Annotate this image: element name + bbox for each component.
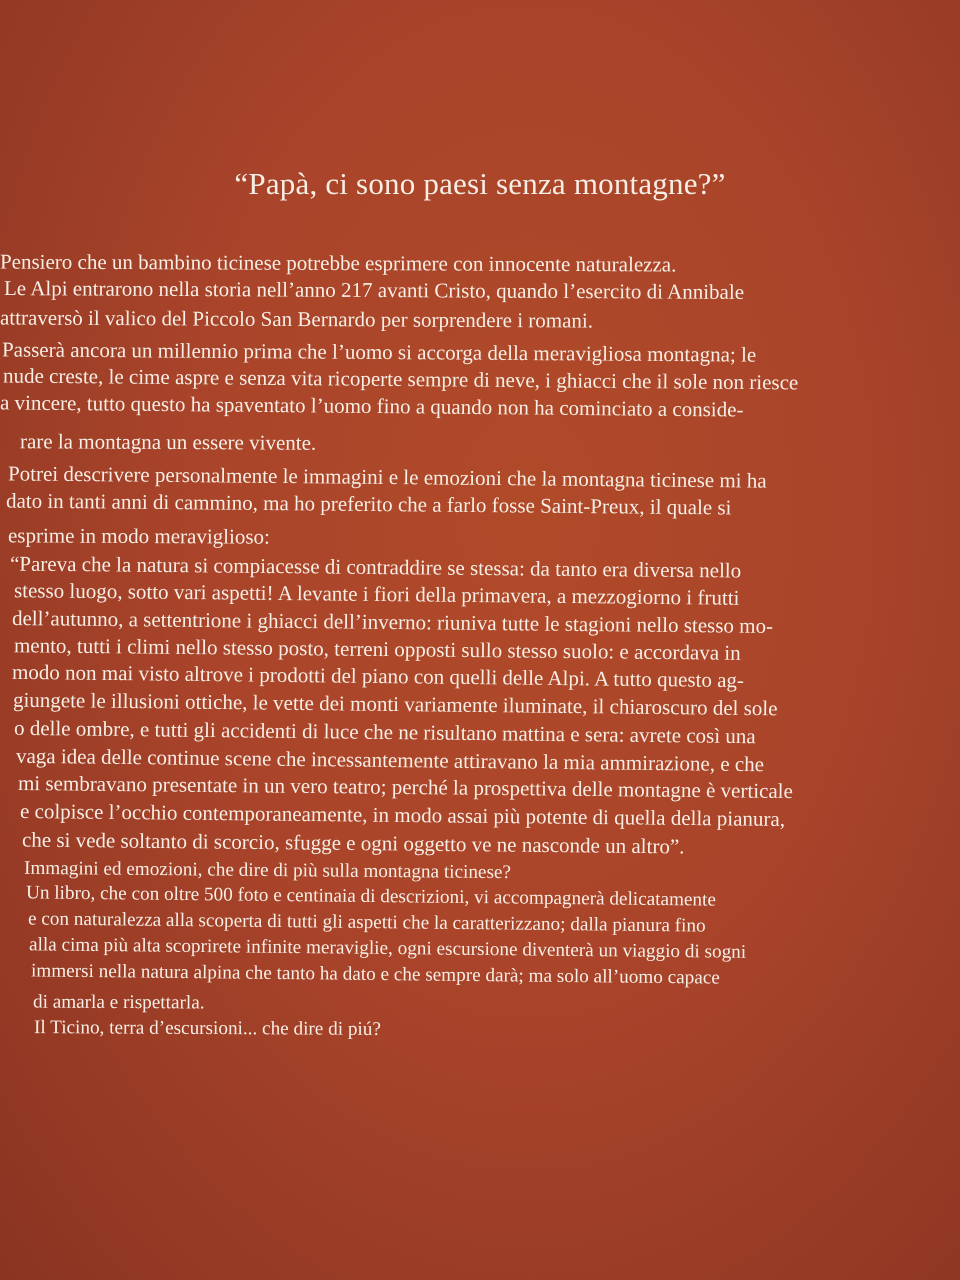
text-line: stesso luogo, sotto vari aspetti! A levante i fiori della primavera, a mezzogiorno i frutti [13, 578, 740, 610]
text-line: Il Ticino, terra d’escursioni... che dire di piú? [33, 1017, 381, 1040]
text-line: Potrei descrivere personalmente le immagini e le emozioni che la montagna ticinese mi ha [7, 461, 767, 493]
text-line: modo non mai visto altrove i prodotti del piano con quelli delle Alpi. A tutto questo ag- [11, 659, 745, 693]
text-line: mento, tutti i climi nello stesso posto, terreni opposti sullo stesso suolo: e accordava in [13, 633, 741, 665]
text-line: a vincere, tutto questo ha spaventato l’uomo fino a quando non ha cominciato a conside- [0, 390, 744, 422]
text-line: Un libro, che con oltre 500 foto e centinaia di descrizioni, vi accompagnerà delicatamente [25, 882, 717, 911]
text-line: Le Alpi entrarono nella storia nell’anno 217 avanti Cristo, quando l’esercito di Annibale [3, 276, 745, 304]
text-line: dato in tanti anni di cammino, ma ho preferito che a farlo fosse Saint-Preux, il quale si [5, 488, 732, 520]
text-line: Immagini ed emozioni, che dire di più sulla montagna ticinese? [23, 857, 512, 884]
page-title: “Papà, ci sono paesi senza montagne?” [234, 166, 726, 201]
text-line: Passerà ancora un millennio prima che l’uomo si accorga della meravigliosa montagna; le [1, 337, 757, 367]
text-line: mi sembravano presentate in un vero teatro; perché la prospettiva delle montagne è verticale [17, 770, 794, 804]
text-line: esprime in modo meraviglioso: [7, 523, 270, 549]
text-line: immersi nella natura alpina che tanto ha dato e che sempre darà; ma solo all’uomo capace [30, 960, 720, 989]
text-line: di amarla e rispettarla. [32, 991, 205, 1014]
text-line: attraversò il valico del Piccolo San Bernardo per sorprendere i romani. [0, 305, 594, 333]
text-line: e con naturalezza alla scoperta di tutti gli aspetti che la caratterizzano; dalla pianura fino [27, 908, 706, 937]
text-line: vaga idea delle continue scene che incessantemente attiravano la mia ammirazione, e che [15, 743, 765, 777]
text-line: Pensiero che un bambino ticinese potrebbe esprimere con innocente naturalezza. [0, 249, 677, 277]
text-line: giungete le illusioni ottiche, le vette dei monti variamente iluminate, il chiaroscuro del sole [12, 687, 778, 721]
text-line: o delle ombre, e tutti gli accidenti di luce che ne risultano mattina e sera: avrete così una [13, 715, 756, 749]
text-line: che si vede soltanto di scorcio, sfugge e ogni oggetto ve ne nasconde un altro”. [21, 827, 685, 859]
text-line: “Pareva che la natura si compiacesse di contraddire se stessa: da tanto era diversa nello [9, 551, 742, 583]
text-line: rare la montagna un essere vivente. [19, 429, 317, 455]
text-line: dell’autunno, a settentrione i ghiacci dell’inverno: riuniva tutte le stagioni nello stesso mo- [11, 606, 774, 638]
text-line: nude creste, le cime aspre e senza vita ricoperte sempre di neve, i ghiacci che il sole non riesce [2, 363, 799, 395]
text-line: alla cima più alta scoprirete infinite meraviglie, ogni escursione diventerà un viaggio di sogni [28, 934, 747, 963]
text-line: e colpisce l’occhio contemporaneamente, in modo assai più potente di quella della pianura, [19, 798, 786, 832]
